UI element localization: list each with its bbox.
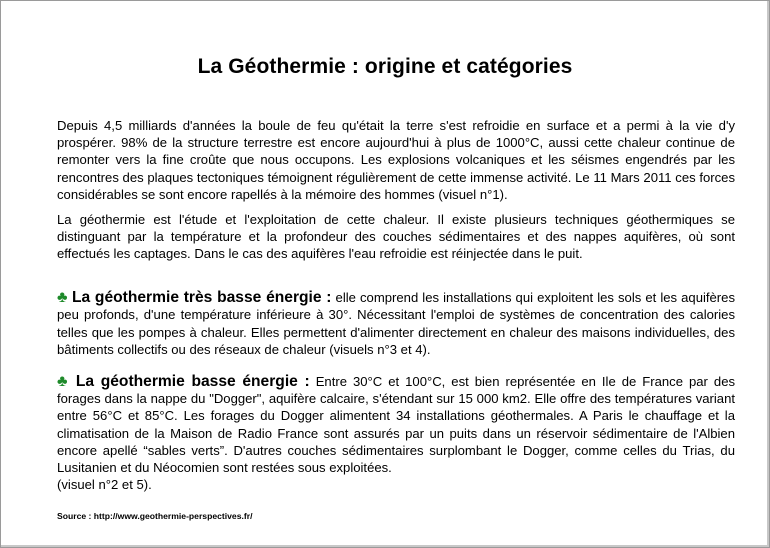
- section-heading: La géothermie basse énergie :: [75, 373, 310, 390]
- section-text: Entre 30°C et 100°C, est bien représentée en Ile de France par des forages dans la nappe du "Dogger", aquifère calcaire, s'étendant sur 15 000 km2. Elle offre des températures variant entre 56°C et 85°C. Les forages du Dogger alimentent 34 installations géothermales. A Paris le chauffage et la climatisation de la Maison de Radio France sont assurés par un puits dans un réservoir sédimentaire de l'Albien encore apellé “sables verts”. D'autres couches sédimentaires surplombant le Dogger, comme celles du Trias, du Lusitanien et du Néocomien sont restées sous exploitées.: [57, 374, 736, 476]
- section-heading: La géothermie très basse énergie :: [71, 289, 332, 306]
- section-low-energy: [57, 373, 735, 493]
- section-tail: (visuel n°2 et 5).: [57, 477, 152, 493]
- intro-paragraph: Depuis 4,5 milliards d'années la boule de feu qu'était la terre s'est refroidie en surface et a permi à la vie d'y prospérer. 98% de la structure terrestre est encore aujourd'hui à plus de 1000°C, aussi cette chaleur continue de remonter vers la fine croûte que nous occupons. Les explosions volcaniques et les séismes engendrés par les rencontres des plaques tectoniques témoignent régulièrement de cette immense activité. Le 11 Mars 2011 ces forces considérables se sont encore rapellés à la mémoire des hommes (visuel n°1).: [57, 118, 735, 202]
- definition-paragraph: La géothermie est l'étude et l'exploitation de cette chaleur. Il existe plusieurs techniques géothermiques se distinguant par la température et la profondeur des couches sédimentaires et des nappes aquifères, où sont effectués les captages. Dans le cas des aquifères l'eau refroidie est réinjectée dans le puit.: [57, 212, 735, 262]
- source-credit: Source : http://www.geothermie-perspectives.fr/: [57, 511, 253, 521]
- page-title: La Géothermie : origine et catégories: [197, 55, 573, 78]
- club-bullet-icon: ♣: [57, 373, 70, 390]
- club-bullet-icon: ♣: [57, 289, 68, 306]
- section-very-low-energy: [57, 289, 735, 359]
- section-text: elle comprend les installations qui exploitent les sols et les aquifères peu profonds, d'une température inférieure à 30°. Nécessitant l'emploi de systèmes de concentration des calories telles que les pompes à chaleur. Elles permettent d'alimenter directement en chaleur des maisons individuelles, des bâtiments collectifs ou des réseaux de chaleur (visuels n°3 et 4).: [57, 290, 735, 358]
